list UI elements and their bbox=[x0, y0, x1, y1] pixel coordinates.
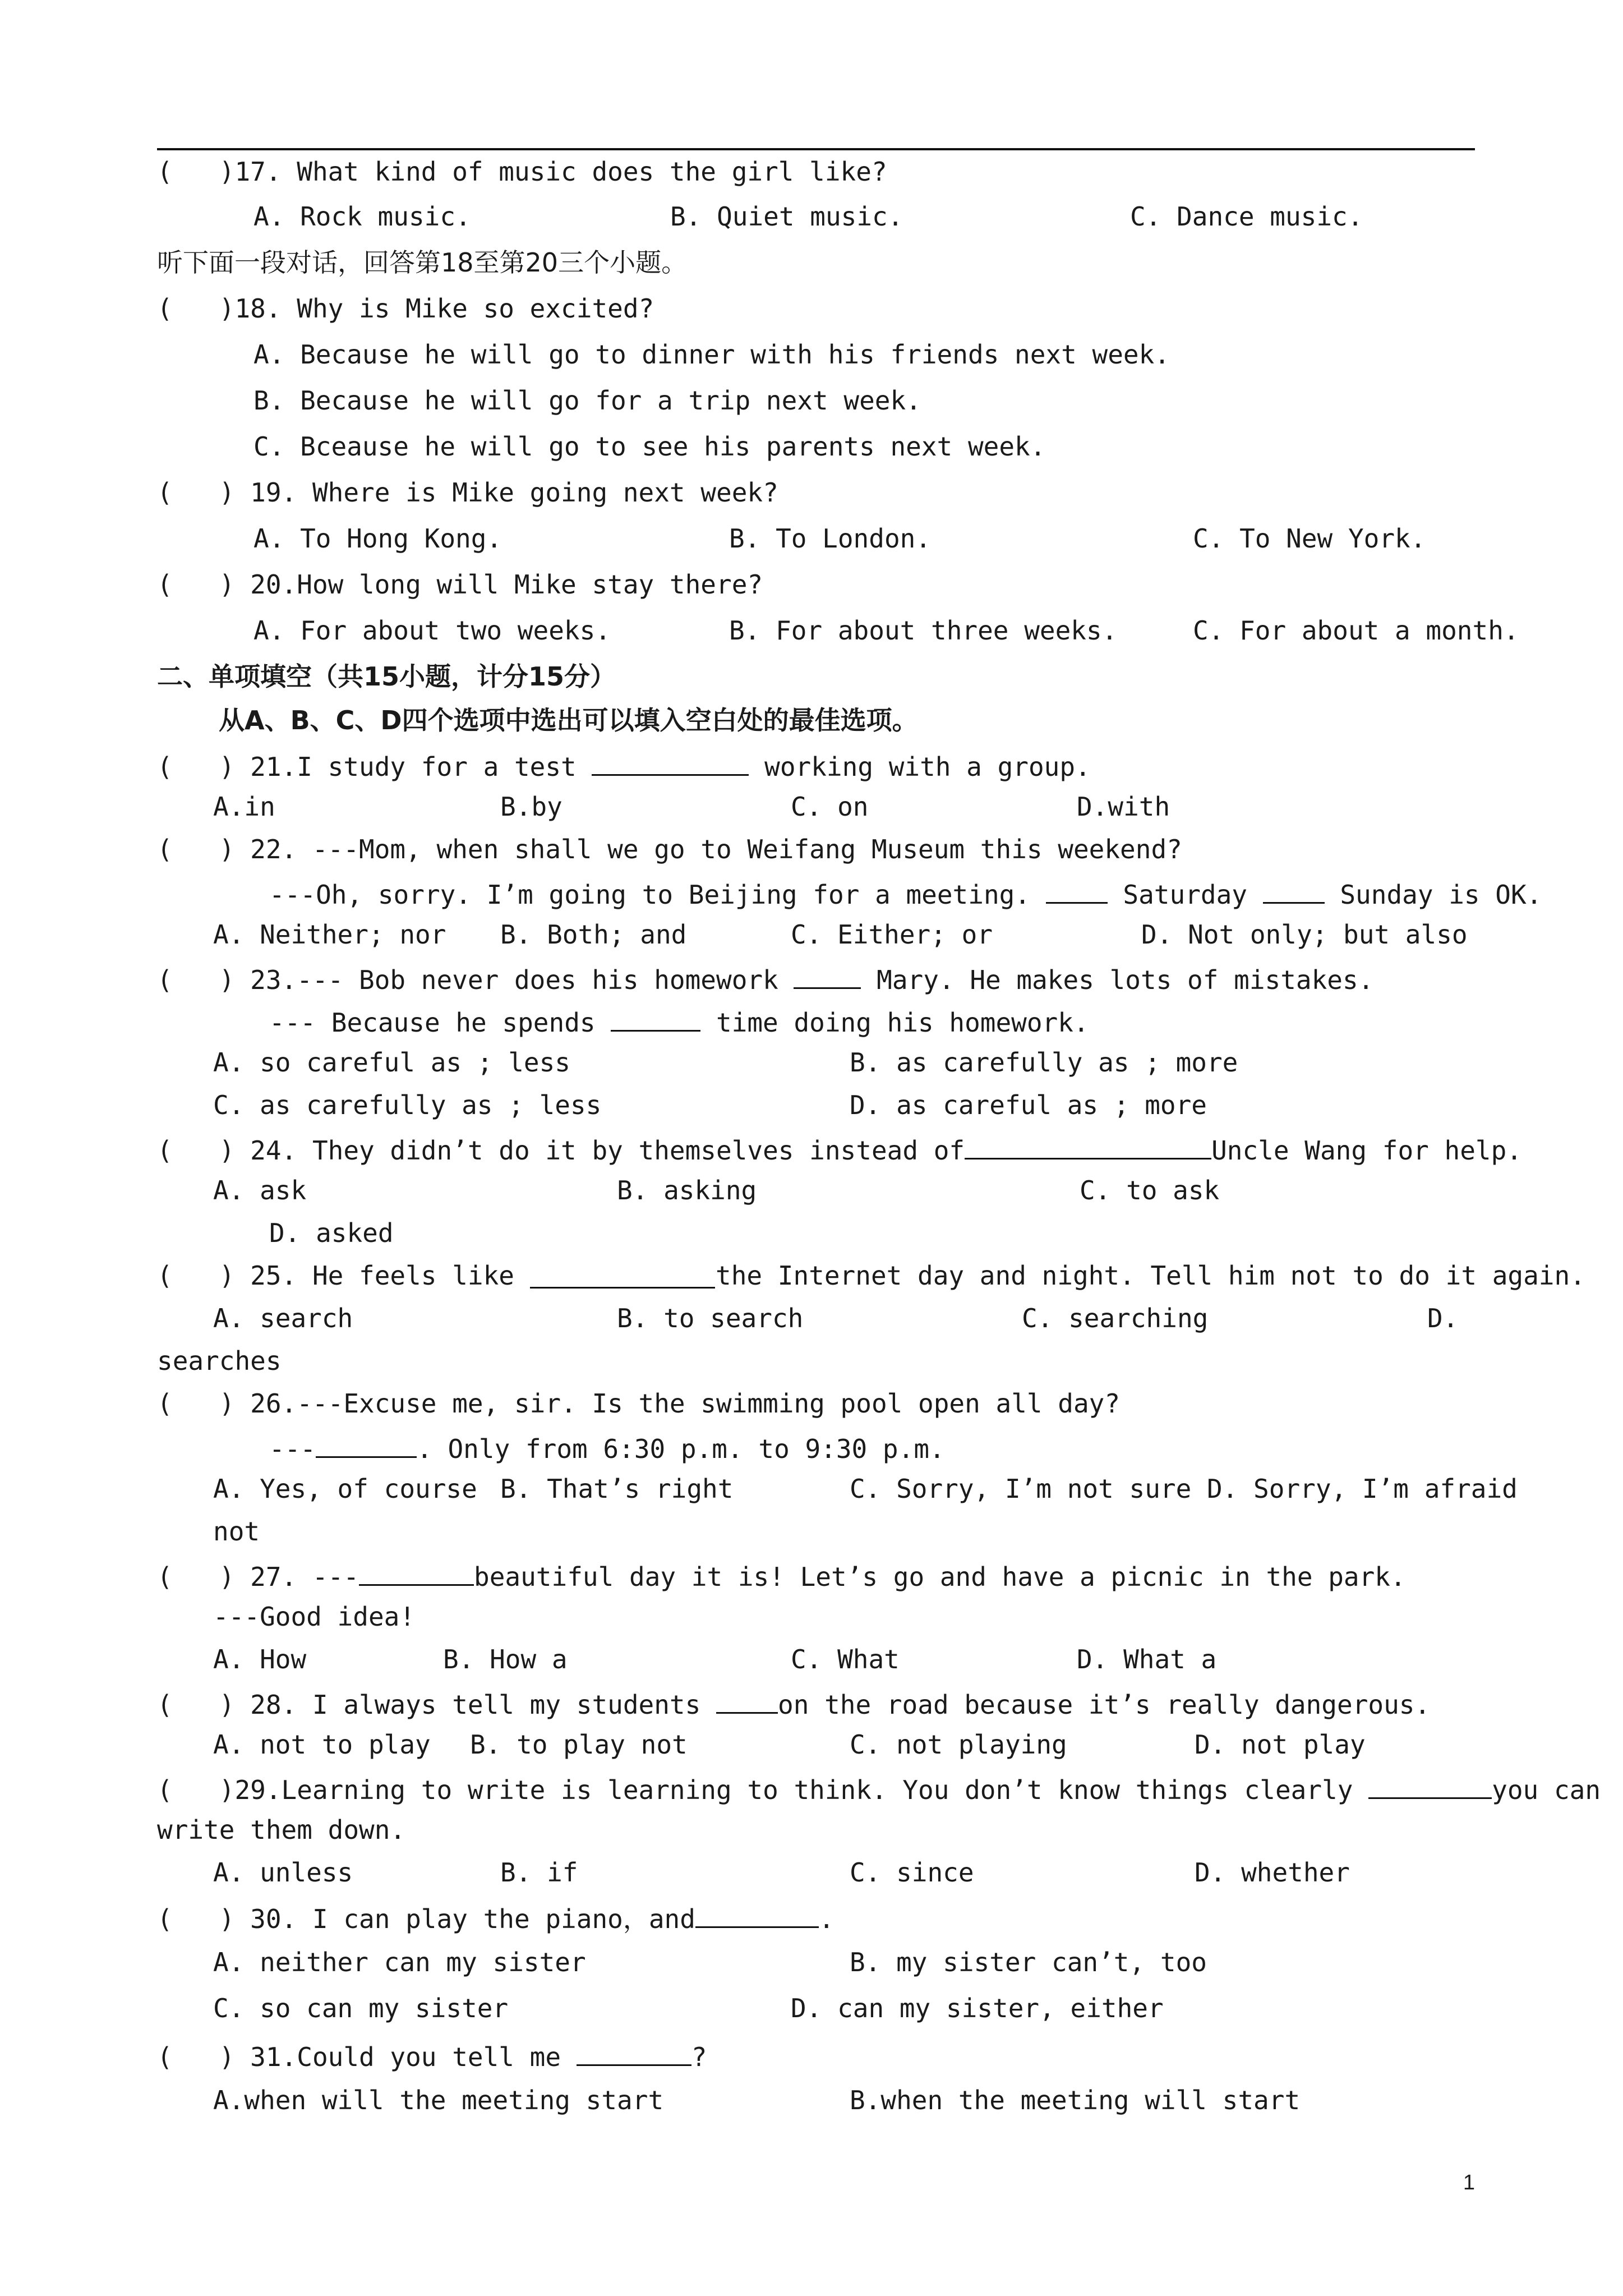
q23-option-c: C. as carefully as ; less bbox=[213, 1090, 602, 1120]
q24-option-a: A. ask bbox=[213, 1175, 307, 1205]
q24-option-d: D. asked bbox=[269, 1218, 394, 1248]
q30-option-c: C. so can my sister bbox=[213, 1993, 509, 2023]
q21-blank bbox=[592, 747, 749, 776]
q25-stem: ( ) 25. He feels like the Internet day and night. Tell him not to do it again. bbox=[157, 1259, 219, 1292]
q23-options-row1 bbox=[157, 1046, 1238, 1079]
q29-blank bbox=[1368, 1770, 1492, 1799]
q19-option-b: B. To London. bbox=[729, 523, 932, 554]
page-number: 1 bbox=[1463, 2171, 1475, 2194]
q28-option-c: C. not playing bbox=[850, 1729, 1067, 1760]
q24-options bbox=[157, 1174, 1220, 1207]
q30-options-row2 bbox=[157, 1991, 1164, 2025]
q27-option-b: B. How a bbox=[443, 1644, 568, 1674]
q23-option-b: B. as carefully as ; more bbox=[850, 1047, 1238, 1078]
q17-options bbox=[157, 200, 1363, 233]
q21-stem: ( ) 21.I study for a test working with a group. bbox=[157, 747, 219, 781]
q23-blank-1 bbox=[794, 960, 861, 989]
q21-option-d: D.with bbox=[1077, 792, 1170, 822]
q29-option-b: B. if bbox=[500, 1857, 578, 1888]
q23-option-a: A. so careful as ; less bbox=[213, 1047, 570, 1078]
q27-blank bbox=[359, 1557, 474, 1586]
q24-option-d-line bbox=[157, 1216, 394, 1250]
q30-option-d: D. can my sister, either bbox=[791, 1993, 1164, 2023]
q24-blank bbox=[965, 1131, 1211, 1159]
q25-option-b: B. to search bbox=[617, 1303, 804, 1333]
q27-stem: ( ) 27. --- beautiful day it is! Let’s go and have a picnic in the park. bbox=[157, 1557, 219, 1591]
q28-option-a: A. not to play bbox=[213, 1729, 431, 1760]
q30-option-b: B. my sister can’t, too bbox=[850, 1947, 1207, 1977]
q30-stem: ( ) 30. I can play the piano，and . bbox=[157, 1899, 219, 1933]
q31-options bbox=[157, 2083, 1301, 2117]
q27-option-d: D. What a bbox=[1077, 1644, 1217, 1674]
q28-option-b: B. to play not bbox=[470, 1729, 688, 1760]
q25-blank bbox=[530, 1259, 715, 1289]
q17-option-c: C. Dance music. bbox=[1130, 201, 1363, 232]
q28-option-d: D. not play bbox=[1195, 1729, 1366, 1760]
q17-option-a: A. Rock music. bbox=[253, 201, 471, 232]
q26-option-b: B. That’s right bbox=[500, 1474, 734, 1504]
q31-stem: ( ) 31.Could you tell me ? bbox=[157, 2037, 219, 2071]
q21-option-b: B.by bbox=[500, 792, 562, 822]
q29-options bbox=[157, 1856, 1350, 1889]
q23-option-d: D. as careful as ; more bbox=[850, 1090, 1207, 1120]
q21-option-c: C. on bbox=[791, 792, 869, 822]
header-rule bbox=[157, 148, 1475, 150]
q19-option-a: A. To Hong Kong. bbox=[253, 523, 502, 554]
q24-option-b: B. asking bbox=[617, 1175, 757, 1205]
q26-options bbox=[157, 1472, 1518, 1506]
q27-options bbox=[157, 1642, 1217, 1676]
q30-options-row1 bbox=[157, 1945, 1207, 1979]
q19-options bbox=[157, 522, 1426, 555]
q31-option-a: A.when will the meeting start bbox=[213, 2085, 664, 2115]
q22-option-a: A. Neither; nor bbox=[213, 919, 446, 950]
q22-line2: ---Oh, sorry. I’m going to Beijing for a meeting. Saturday Sunday is OK. bbox=[157, 875, 219, 909]
q22-options bbox=[157, 918, 1468, 951]
q22-blank-1 bbox=[1046, 875, 1108, 904]
q30-option-a: A. neither can my sister bbox=[213, 1947, 586, 1977]
q27-option-a: A. How bbox=[213, 1644, 307, 1674]
q26-option-a: A. Yes, of course bbox=[213, 1474, 477, 1504]
q28-options bbox=[157, 1728, 1366, 1761]
q26-line2: --- . Only from 6:30 p.m. to 9:30 p.m. bbox=[157, 1429, 219, 1463]
q25-option-d: D. bbox=[1427, 1303, 1459, 1333]
q27-line2: ---Good idea! bbox=[213, 1602, 416, 1632]
q25-option-a: A. search bbox=[213, 1303, 353, 1333]
q24-stem: ( ) 24. They didn’t do it by themselves instead of Uncle Wang for help. bbox=[157, 1131, 219, 1165]
q30-blank bbox=[695, 1899, 819, 1928]
q23-stem: ( ) 23.--- Bob never does his homework Mary. He makes lots of mistakes. bbox=[157, 960, 219, 994]
q21-option-a: A.in bbox=[213, 792, 275, 822]
q29-option-d: D. whether bbox=[1195, 1857, 1350, 1888]
q28-stem: ( ) 28. I always tell my students on the road because it’s really dangerous. bbox=[157, 1685, 219, 1719]
q31-blank bbox=[577, 2037, 691, 2066]
q20-option-b: B. For about three weeks. bbox=[729, 615, 1118, 646]
q28-blank bbox=[716, 1685, 778, 1714]
q20-option-a: A. For about two weeks. bbox=[253, 615, 611, 646]
q22-option-d: D. Not only; but also bbox=[1141, 919, 1468, 950]
q29-option-c: C. since bbox=[850, 1857, 974, 1888]
q31-option-b: B.when the meeting will start bbox=[850, 2085, 1301, 2115]
q20-options bbox=[157, 614, 1519, 647]
q25-option-c: C. searching bbox=[1022, 1303, 1209, 1333]
q24-option-c: C. to ask bbox=[1080, 1175, 1220, 1205]
q23-options-row2 bbox=[157, 1088, 1207, 1122]
q25-options bbox=[157, 1301, 1459, 1335]
q29-stem-wrap: write them down. bbox=[157, 1815, 406, 1845]
q22-option-b: B. Both; and bbox=[500, 919, 687, 950]
q20-option-c: C. For about a month. bbox=[1193, 615, 1519, 646]
q22-blank-2 bbox=[1263, 875, 1325, 904]
q27-option-c: C. What bbox=[791, 1644, 900, 1674]
q21-options bbox=[157, 790, 1170, 823]
q17-option-b: B. Quiet music. bbox=[670, 201, 903, 232]
q26-option-wrap: not bbox=[213, 1516, 260, 1547]
q29-stem: ( )29.Learning to write is learning to think. You don’t know things clearly you can bbox=[157, 1770, 219, 1804]
q26-option-c: C. Sorry, I’m not sure D. Sorry, I’m afraid bbox=[850, 1474, 1518, 1504]
q25-option-d-wrap: searches bbox=[157, 1346, 282, 1376]
q23-line2: --- Because he spends time doing his homework. bbox=[157, 1003, 219, 1037]
q23-blank-2 bbox=[611, 1003, 700, 1032]
q22-option-c: C. Either; or bbox=[791, 919, 993, 950]
q26-blank bbox=[316, 1429, 417, 1458]
q29-option-a: A. unless bbox=[213, 1857, 353, 1888]
q19-option-c: C. To New York. bbox=[1193, 523, 1426, 554]
